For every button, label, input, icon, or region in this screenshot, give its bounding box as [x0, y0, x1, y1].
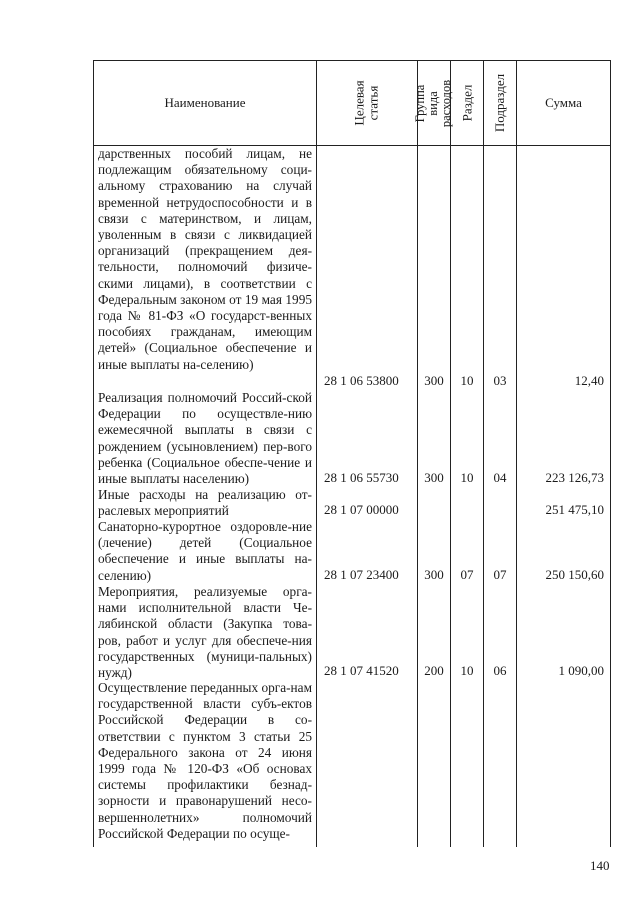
col-divider-1 — [316, 60, 317, 847]
table-row-name: Санаторно-курортное оздоровле-ние (лечение) детей (Социальное обеспечение и иные выплаты на-селению) — [98, 519, 312, 583]
row-expense-group: 200 — [424, 663, 444, 678]
row-sum: 251 475,10 — [545, 502, 604, 517]
header-name — [94, 61, 316, 145]
col-divider-3 — [450, 60, 451, 847]
row-expense-group: 300 — [424, 470, 444, 485]
row-subsection: 07 — [493, 567, 507, 582]
header-expense-group — [413, 61, 454, 145]
row-target-article: 28 1 06 55730 — [324, 470, 399, 485]
header-section — [451, 61, 483, 145]
col-divider-2 — [417, 60, 418, 847]
row-expense-group: 300 — [424, 373, 444, 388]
table-row-name: Осуществление переданных орга-нам государственной власти субъ-ектов Российской Федерации в со-ответствии с пунктом 3 статьи 25 Федерального закона от 24 июня 1999 года № 120-ФЗ «Об основах системы профилактики безнад-зорности и правонарушений несо-вершеннолетних» полномочий Российской Федерации по осуще- — [98, 680, 312, 841]
header-name-label: Наименование — [164, 95, 246, 110]
header-expense-group-label: Группа вида расходов — [413, 79, 454, 127]
row-target-article: 28 1 07 00000 — [324, 502, 399, 517]
header-target-article — [317, 61, 417, 145]
table-right-border — [610, 60, 611, 847]
col-divider-5 — [516, 60, 517, 847]
table-left-border — [93, 60, 94, 847]
header-sum — [517, 61, 610, 145]
row-section: 10 — [460, 373, 474, 388]
row-subsection: 06 — [493, 663, 507, 678]
page-number: 140 — [590, 858, 610, 873]
header-subsection — [484, 61, 516, 145]
row-expense-group: 300 — [424, 567, 444, 582]
header-subsection-label: Подраздел — [492, 73, 508, 133]
row-subsection: 03 — [493, 373, 507, 388]
row-sum: 12,40 — [574, 373, 604, 388]
row-sum: 223 126,73 — [545, 470, 604, 485]
table-row-name: дарственных пособий лицам, не подлежащим обязательному соци-альному страхованию на случай временной нетрудоспособности и в связи с материнством, и лицам, уволенным в связи с ликвидацией организаций (прекращением дея-тельности, полномочий физиче-скими лицами), в соответствии с Федеральным законом от 19 мая 1995 года № 81-ФЗ «О государст-венных пособиях гражданам, имеющим детей» (Социальное обеспечение и иные выплаты на-селению) — [98, 146, 312, 372]
row-section: 07 — [460, 567, 474, 582]
table-row-name: Иные расходы на реализацию от-раслевых мероприятий — [98, 487, 312, 519]
row-target-article: 28 1 07 41520 — [324, 663, 399, 678]
col-divider-4 — [483, 60, 484, 847]
row-sum: 250 150,60 — [545, 567, 604, 582]
row-target-article: 28 1 06 53800 — [324, 373, 399, 388]
row-section: 10 — [460, 663, 474, 678]
row-target-article: 28 1 07 23400 — [324, 567, 399, 582]
row-section: 10 — [460, 470, 474, 485]
row-sum: 1 090,00 — [558, 663, 604, 678]
header-sum-label: Сумма — [545, 95, 582, 110]
row-subsection: 04 — [493, 470, 507, 485]
header-target-article-label: Целевая статья — [351, 80, 381, 126]
table-row-name: Мероприятия, реализуемые орга-нами исполнительной власти Че-лябинской области (Закупка това-ров, работ и услуг для обеспече-ния государственных (муници-пальных) нужд) — [98, 584, 312, 681]
header-section-label: Раздел — [459, 84, 474, 122]
table-row-name: Реализация полномочий Россий-ской Федерации по осуществле-нию ежемесячной выплаты в связи с рождением (усыновлением) пер-вого ребенка (Социальное обеспе-чение и иные выплаты населению) — [98, 390, 312, 487]
